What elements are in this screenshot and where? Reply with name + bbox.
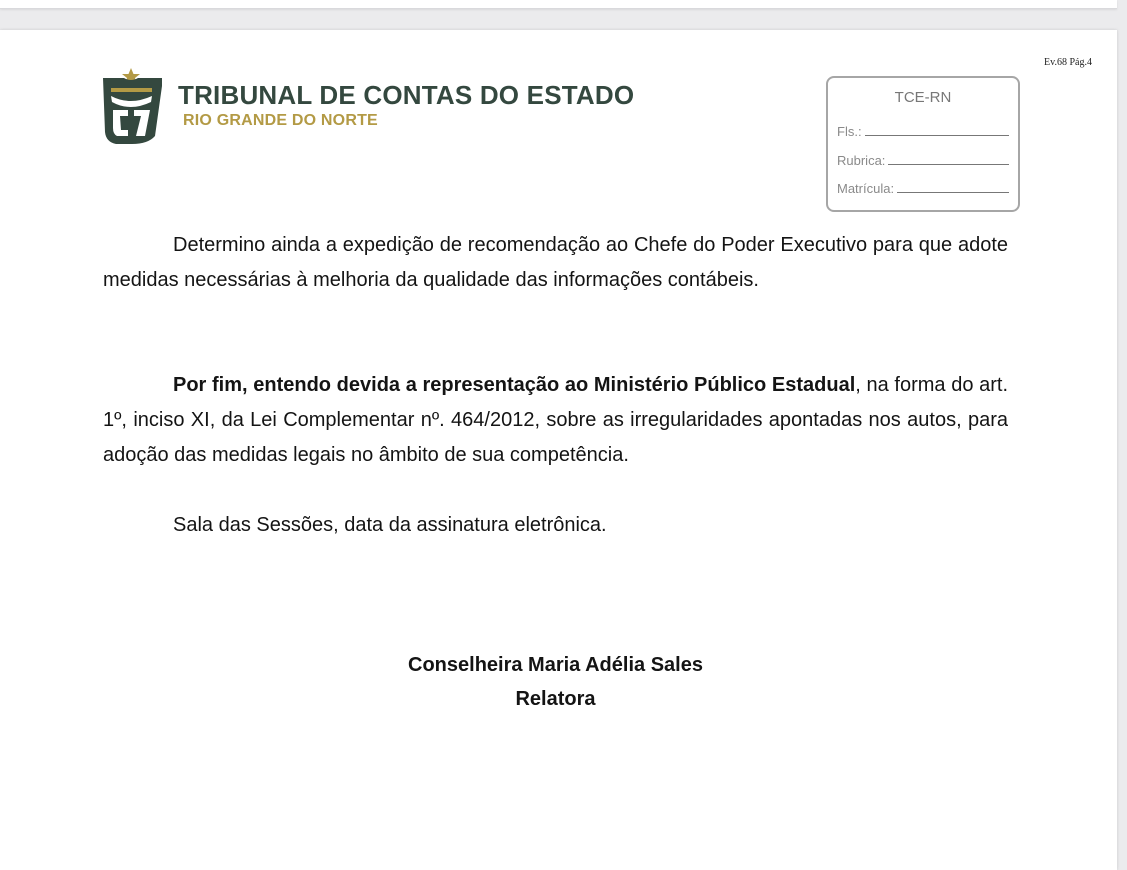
paragraph-recommendation: Determino ainda a expedição de recomendação ao Chefe do Poder Executivo para que adote medidas necessárias à melhoria da qualidade das informações contábeis. — [103, 234, 1008, 291]
tce-shield-logo-icon — [100, 66, 164, 146]
signature-name: Conselheira Maria Adélia Sales — [408, 654, 703, 676]
stamp-title: TCE-RN — [894, 89, 952, 106]
previous-page-edge — [0, 0, 1117, 9]
stamp-field-label: Rubrica: — [837, 153, 886, 168]
stamp-field-label: Fls.: — [837, 124, 862, 139]
protocol-stamp — [826, 76, 1020, 212]
stamp-field-fls — [837, 124, 1009, 139]
org-name: TRIBUNAL DE CONTAS DO ESTADO — [178, 80, 635, 110]
paragraph-session: Sala das Sessões, data da assinatura eletrônica. — [173, 514, 607, 536]
paragraph-bold-lead: Por fim, entendo devida a representação ao Ministério Público Estadual — [173, 374, 856, 396]
page-reference: Ev.68 Pág.4 — [1044, 57, 1092, 68]
stamp-field-matricula — [837, 181, 1009, 196]
signature-role: Relatora — [515, 688, 596, 710]
stamp-field-label: Matrícula: — [837, 181, 895, 196]
paragraph-representation — [103, 368, 1008, 473]
paragraph-body-text: , na forma do art. 1º, inciso XI, da Lei Complementar nº. 464/2012, sobre as irregularidades apontadas nos autos, para adoção das medidas legais no âmbito de sua competência. — [103, 374, 1008, 466]
org-state: RIO GRANDE DO NORTE — [183, 112, 378, 129]
stamp-field-rubrica — [837, 153, 1009, 168]
